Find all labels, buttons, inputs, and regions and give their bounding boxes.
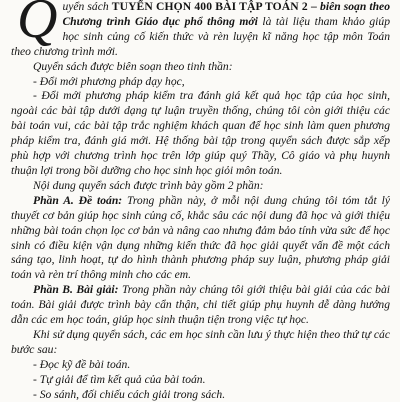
part-b-label: Phần B. Bài giải: [33,283,119,297]
book-title: TUYỂN CHỌN 400 BÀI TẬP TOÁN 2 [111,0,308,13]
book-subtitle: biên soạn theo Chương trình Giáo dục phổ thông mới [62,0,390,28]
intro-lead-text: uyển sách [62,0,112,13]
usage-step: - Tự giải để tìm kết quả của bài toán. [33,372,206,386]
part-b-text: Trong phần này chúng tôi giới thiệu bài giải của các bài toán. Bài giải được trình bày cẩn thận, chi tiết giúp phụ huynh dễ dàng hướng dẫn các em học toán, giúp học sinh thuận tiện trong việc tự học. [11,283,390,327]
usage-intro: Khi sử dụng quyển sách, các em học sinh cần lưu ý thực hiện theo thứ tự các bước sau: [11,327,390,356]
part-b-paragraph [11,283,390,328]
part-a-text: Trong phần này, ở mỗi nội dung chúng tôi tóm tắt lý thuyết cơ bản giúp học sinh củng cố, khắc sâu các nội dung đã học và giới thiệu những bài toán chọn lọc cơ bản và nâng cao nhưng đảm bảo tính vừa sức để học sinh có điều kiện vận dụng những kiến thức đã học giải quyết vấn đề một cách sáng tạo, linh hoạt, tự do hình thành phương pháp suy luận, phương pháp giải toán và rèn trí thông minh cho các em. [11,193,390,282]
usage-step: - Đọc kỹ đề bài toán. [33,357,131,371]
part-a-label: Phần A. Đề toán: [33,193,123,207]
spirit-intro: Quyển sách được biên soạn theo tinh thần: [33,59,233,73]
content-intro: Nội dung quyển sách được trình bày gồm 2 phần: [33,178,264,192]
title-separator: – [307,0,321,13]
usage-step: - So sánh, đối chiếu cách giải trong sách. [33,387,226,401]
spirit-item: - Đổi mới phương pháp kiểm tra đánh giá kết quả học tập của học sinh, ngoài các bài tập dưới dạng tự luận truyền thống, chúng tôi còn giới thiệu các bài toán vui, các bài tập trắc nghiệm khách quan để học sinh làm quen phương pháp kiểm tra, đánh giá mới. Hệ thống bài tập trong quyển sách được sắp xếp phù hợp với chương trình học trên lớp giúp quý Thầy, Cô giáo và phụ huynh thuận lợi trong bồi dưỡng cho học sinh học giỏi môn toán. [11,89,390,177]
part-a-paragraph [11,194,390,283]
spirit-item: - Đổi mới phương pháp dạy học, [33,74,185,88]
preface-intro-paragraph [11,0,390,60]
drop-cap-letter: Q [17,0,58,50]
intro-rest-text: là tài liệu tham khảo giúp học sinh củng cố kiến thức và rèn luyện kĩ năng học tập môn Toán theo chương trình mới. [11,14,391,58]
